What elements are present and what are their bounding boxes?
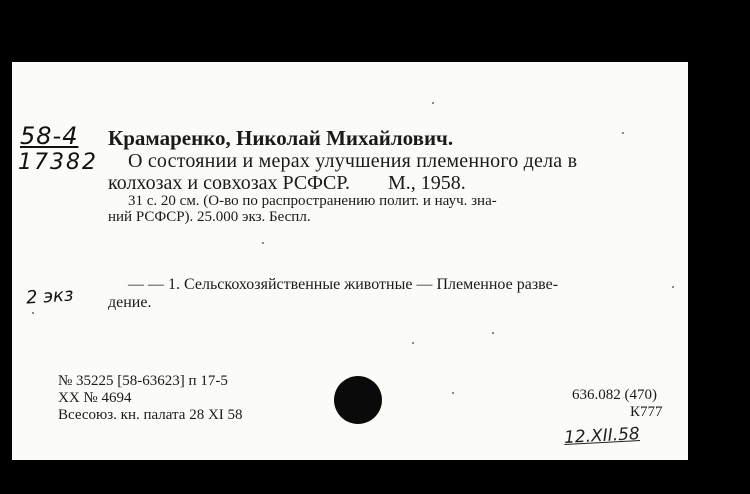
imprint: М., 1958.	[387, 172, 466, 194]
speck	[622, 132, 624, 134]
subject-line-2: дение.	[108, 294, 152, 311]
handwritten-copies-note: 2 экз	[25, 284, 75, 309]
registry-line-3: Всесоюз. кн. палата 28 XI 58	[58, 407, 243, 423]
speck	[492, 332, 494, 334]
speck	[672, 286, 674, 288]
author-heading: Крамаренко, Николай Михайлович.	[108, 126, 454, 150]
speck	[432, 102, 434, 104]
call-number-bottom: 17382	[18, 150, 98, 175]
collation-line-1: 31 с. 20 см. (О-во по распространению полит. и науч. зна-	[128, 193, 497, 209]
registry-line-2: XX № 4694	[58, 390, 132, 406]
speck	[412, 342, 414, 344]
speck	[262, 242, 264, 244]
title-line-1: О состоянии и мерах улучшения племенного дела в	[128, 150, 578, 172]
call-number-top: 58-4	[20, 122, 79, 150]
handwritten-date: 12.XII.58	[563, 424, 641, 448]
registry-line-1: № 35225 [58-63623] п 17-5	[58, 373, 228, 389]
speck	[32, 312, 34, 314]
title-text: колхозах и совхозах РСФСР.	[108, 172, 350, 194]
catalog-card	[12, 62, 688, 460]
author-mark: К777	[630, 404, 663, 420]
punch-hole	[334, 376, 382, 424]
speck	[452, 392, 454, 394]
collation-line-2: ний РСФСР). 25.000 экз. Беспл.	[108, 209, 311, 225]
subject-line-1: — — 1. Сельскохозяйственные животные — Племенное разве-	[128, 276, 559, 293]
classification-number: 636.082 (470)	[572, 387, 657, 403]
